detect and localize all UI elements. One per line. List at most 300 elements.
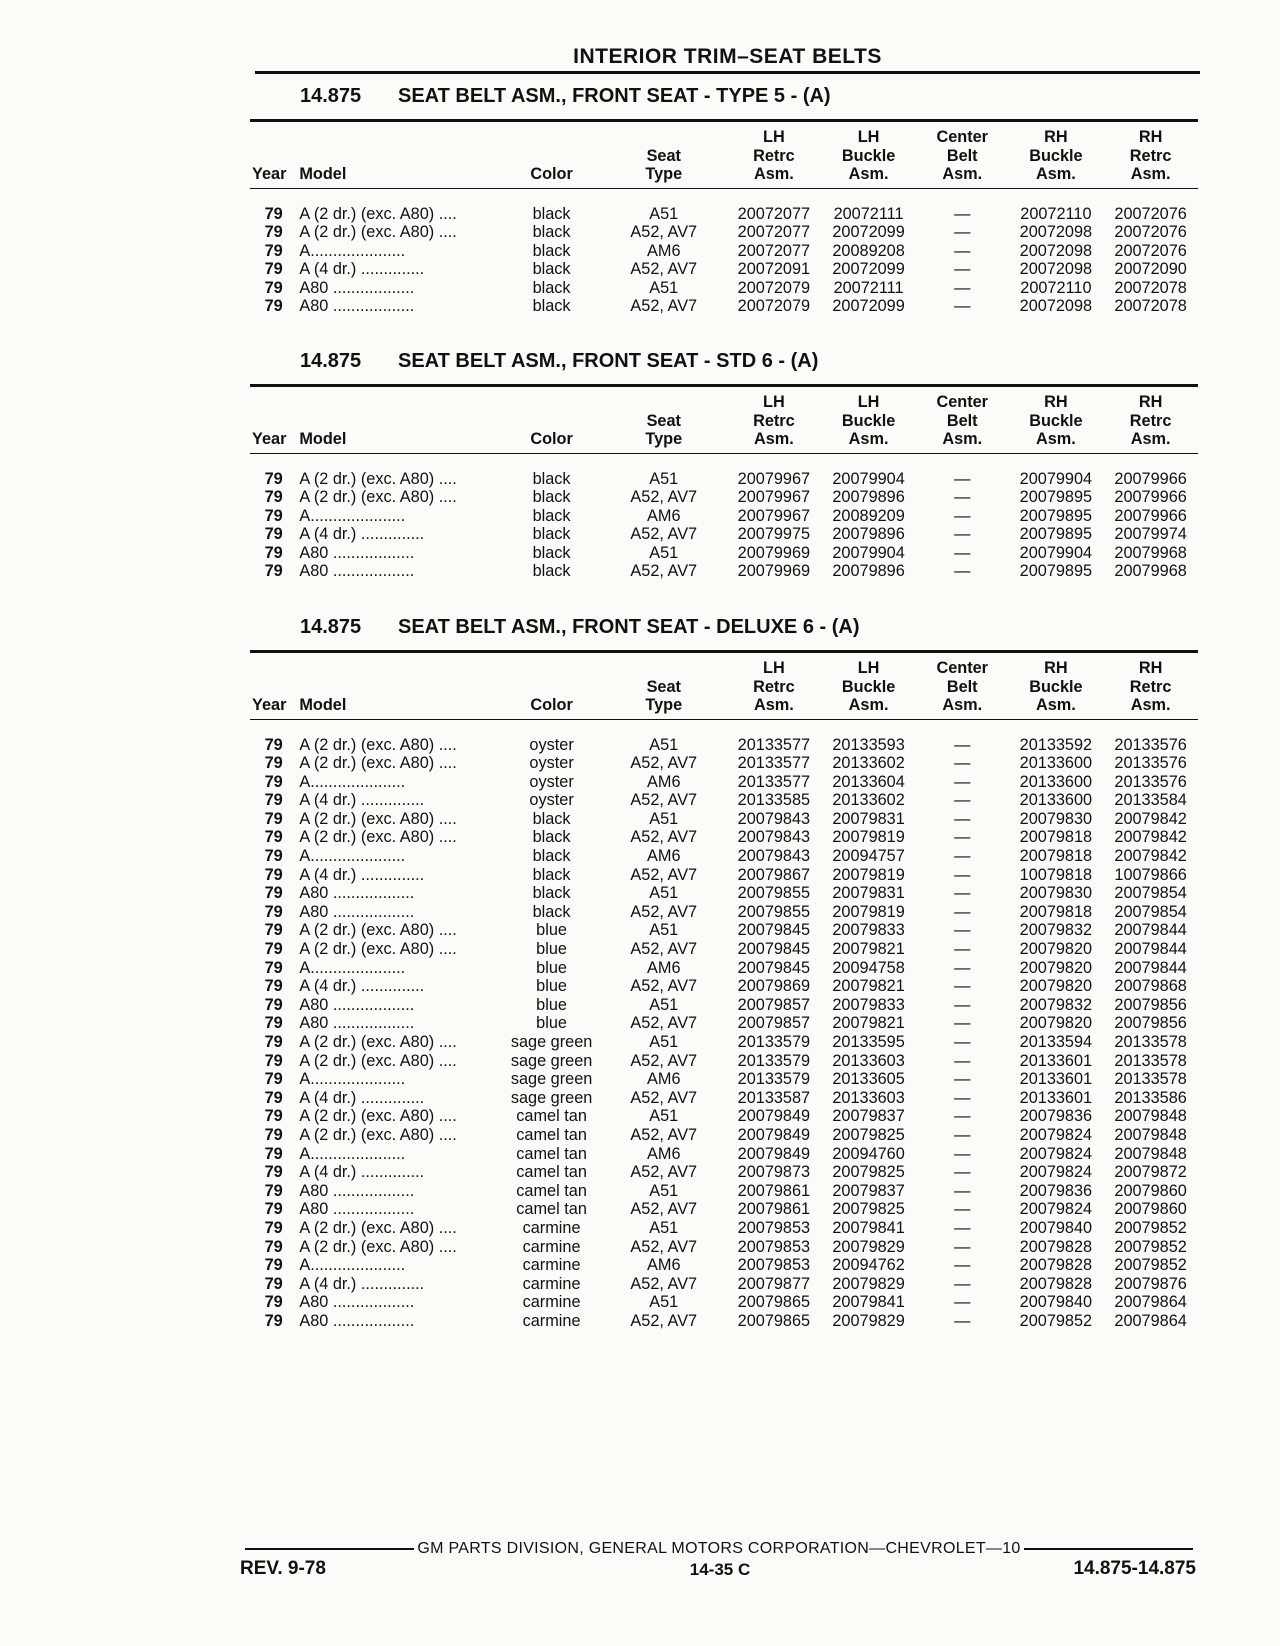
cell-center-belt: — xyxy=(954,754,971,773)
cell-rh-retrc: 20079848 xyxy=(1114,1144,1187,1163)
cell-seat-type: A51 xyxy=(649,809,679,828)
cell-lh-buckle: 20072099 xyxy=(832,297,905,316)
table-row xyxy=(250,1312,1198,1331)
cell-lh-retrc: 20079967 xyxy=(737,506,811,525)
table-row xyxy=(250,1275,1198,1294)
cell-year: 79 xyxy=(264,995,283,1014)
cell-center-belt: — xyxy=(954,469,971,488)
cell-rh-buckle: 20133601 xyxy=(1019,1070,1093,1089)
cell-rh-retrc: 20079860 xyxy=(1114,1200,1187,1219)
table-body xyxy=(250,205,1198,317)
col-header-line: Asm. xyxy=(753,165,794,183)
cell-rh-buckle: 20072098 xyxy=(1019,241,1093,260)
cell-color: carmine xyxy=(522,1274,581,1293)
cell-rh-retrc: 20079968 xyxy=(1114,562,1187,581)
col-header-color: Color xyxy=(502,121,601,189)
cell-lh-buckle: 20133595 xyxy=(832,1033,905,1051)
cell-rh-retrc: 20079966 xyxy=(1114,469,1187,488)
cell-center-belt: — xyxy=(954,940,971,959)
cell-rh-buckle: 20079820 xyxy=(1019,940,1093,959)
cell-lh-retrc: 20079967 xyxy=(737,469,811,488)
cell-year: 79 xyxy=(264,1070,283,1089)
col-header-line: LH xyxy=(763,659,785,677)
cell-lh-buckle: 20133603 xyxy=(832,1088,905,1107)
col-header-line: Asm. xyxy=(942,430,983,448)
cell-center-belt: — xyxy=(954,977,971,996)
cell-model: A (2 dr.) (exc. A80) .... xyxy=(299,1051,457,1070)
cell-seat-type: A51 xyxy=(649,1107,679,1126)
section-range: 14.875-14.875 xyxy=(1073,1558,1196,1579)
table-row xyxy=(250,1033,1198,1052)
cell-model: A80 .................. xyxy=(299,902,415,921)
table-row xyxy=(250,562,1198,581)
cell-rh-retrc: 20072076 xyxy=(1114,223,1187,242)
cell-model: A80 .................. xyxy=(299,297,415,316)
cell-rh-buckle: 20133592 xyxy=(1019,735,1093,754)
footer-division: GM PARTS DIVISION, GENERAL MOTORS CORPORATION—CHEVROLET—10 xyxy=(417,1540,1021,1557)
cell-rh-buckle: 20133601 xyxy=(1019,1051,1093,1070)
cell-lh-retrc: 20079845 xyxy=(737,921,811,940)
table-row xyxy=(250,1052,1198,1071)
cell-rh-retrc: 20072078 xyxy=(1114,297,1187,316)
cell-seat-type: A52, AV7 xyxy=(630,1274,698,1293)
col-header-line: Center xyxy=(936,393,989,411)
cell-rh-buckle: 20079824 xyxy=(1019,1200,1093,1219)
cell-seat-type: AM6 xyxy=(647,1256,681,1275)
table-row xyxy=(250,1182,1198,1201)
cell-color: black xyxy=(532,469,571,488)
cell-lh-retrc: 20079849 xyxy=(737,1125,811,1144)
cell-center-belt: — xyxy=(954,297,971,316)
cell-rh-retrc: 20079968 xyxy=(1114,543,1187,562)
col-header-line: LH xyxy=(763,393,785,411)
cell-lh-retrc: 20072077 xyxy=(737,241,811,260)
cell-lh-buckle: 20079837 xyxy=(832,1107,905,1126)
cell-color: oyster xyxy=(529,754,574,773)
cell-seat-type: A52, AV7 xyxy=(630,260,698,279)
cell-lh-retrc: 20079853 xyxy=(737,1237,811,1256)
cell-lh-buckle: 20079896 xyxy=(832,525,905,544)
cell-rh-buckle: 20079836 xyxy=(1019,1107,1093,1126)
cell-rh-buckle: 20072098 xyxy=(1019,260,1093,279)
cell-center-belt: — xyxy=(954,1107,971,1126)
cell-color: camel tan xyxy=(516,1144,587,1163)
col-header-line: Buckle xyxy=(1029,146,1083,165)
col-header-center-belt xyxy=(916,386,1009,454)
table-row xyxy=(250,940,1198,959)
cell-year: 79 xyxy=(264,525,283,544)
cell-color: oyster xyxy=(529,791,574,810)
table-row xyxy=(250,1014,1198,1033)
cell-year: 79 xyxy=(264,204,283,223)
table-body xyxy=(250,470,1198,582)
cell-center-belt: — xyxy=(954,1144,971,1163)
cell-lh-retrc: 20079975 xyxy=(737,525,811,544)
cell-color: black xyxy=(532,543,571,562)
cell-lh-retrc: 20079877 xyxy=(737,1274,811,1293)
table-header xyxy=(250,121,1198,205)
table-row xyxy=(250,1107,1198,1126)
cell-lh-buckle: 20079821 xyxy=(832,977,905,996)
cell-rh-buckle: 20079895 xyxy=(1019,525,1093,544)
cell-seat-type: A52, AV7 xyxy=(630,1237,698,1256)
cell-color: camel tan xyxy=(516,1200,587,1219)
table-row xyxy=(250,736,1198,755)
cell-lh-retrc: 20079969 xyxy=(737,562,811,581)
col-header-line: RH xyxy=(1044,393,1068,411)
cell-rh-retrc: 20079868 xyxy=(1114,977,1187,996)
cell-color: camel tan xyxy=(516,1125,587,1144)
cell-color: black xyxy=(532,223,571,242)
cell-rh-retrc: 20079852 xyxy=(1114,1237,1187,1256)
cell-seat-type: A52, AV7 xyxy=(630,1088,698,1107)
cell-center-belt: — xyxy=(954,1051,971,1070)
cell-color: black xyxy=(532,865,571,884)
cell-lh-retrc: 20079853 xyxy=(737,1256,811,1275)
cell-model: A (2 dr.) (exc. A80) .... xyxy=(299,1125,457,1144)
cell-center-belt: — xyxy=(954,1181,971,1200)
cell-model: A (2 dr.) (exc. A80) .... xyxy=(299,735,457,754)
cell-lh-retrc: 20079845 xyxy=(737,940,811,959)
cell-rh-retrc: 20072076 xyxy=(1114,241,1187,260)
cell-rh-retrc: 20079854 xyxy=(1114,884,1187,903)
cell-center-belt: — xyxy=(954,828,971,847)
cell-lh-retrc: 20079849 xyxy=(737,1107,811,1126)
col-header-line: RH xyxy=(1138,659,1163,677)
cell-rh-buckle: 20079820 xyxy=(1019,958,1093,977)
cell-year: 79 xyxy=(264,809,283,828)
cell-rh-retrc: 20079974 xyxy=(1114,525,1187,544)
cell-seat-type: A52, AV7 xyxy=(630,940,698,959)
cell-lh-buckle: 20094757 xyxy=(832,847,905,866)
header-gap xyxy=(250,719,1198,736)
cell-year: 79 xyxy=(264,1033,283,1051)
cell-lh-retrc: 20079865 xyxy=(737,1311,811,1330)
section-number: 14.875 xyxy=(300,616,362,638)
cell-lh-retrc: 20079845 xyxy=(737,958,811,977)
cell-color: oyster xyxy=(529,772,574,791)
page-number: 14-35 C xyxy=(689,1560,751,1579)
cell-year: 79 xyxy=(264,223,283,242)
cell-color: black xyxy=(532,525,571,544)
cell-seat-type: A51 xyxy=(649,204,679,223)
cell-seat-type: A52, AV7 xyxy=(630,1163,698,1182)
col-header-rh-retrc xyxy=(1103,386,1198,454)
cell-color: blue xyxy=(536,921,567,940)
footer-division-line xyxy=(245,1540,1193,1558)
table-row xyxy=(250,1145,1198,1164)
cell-lh-buckle: 20072099 xyxy=(832,260,905,279)
cell-seat-type: A51 xyxy=(649,1181,679,1200)
cell-lh-retrc: 20079843 xyxy=(737,809,811,828)
cell-rh-retrc: 20079872 xyxy=(1114,1163,1187,1182)
cell-lh-retrc: 20133577 xyxy=(737,772,811,791)
table-header xyxy=(250,652,1198,736)
cell-model: A..................... xyxy=(299,958,406,977)
cell-lh-buckle: 20133603 xyxy=(832,1051,905,1070)
table-row xyxy=(250,544,1198,563)
col-header-line: LH xyxy=(763,128,785,146)
cell-lh-retrc: 20079861 xyxy=(737,1200,811,1219)
col-header-year: Year xyxy=(250,652,297,720)
cell-center-belt: — xyxy=(954,506,971,525)
col-header-line: Asm. xyxy=(753,696,794,714)
cell-center-belt: — xyxy=(954,1311,971,1330)
cell-year: 79 xyxy=(264,488,283,507)
cell-lh-buckle: 20079819 xyxy=(832,865,905,884)
cell-year: 79 xyxy=(264,791,283,810)
section-heading: SEAT BELT ASM., FRONT SEAT - DELUXE 6 - (A) xyxy=(398,616,860,638)
cell-rh-buckle: 20079828 xyxy=(1019,1237,1093,1256)
cell-rh-retrc: 20079864 xyxy=(1114,1293,1187,1312)
table-row xyxy=(250,977,1198,996)
cell-lh-buckle: 20089208 xyxy=(832,241,905,260)
cell-model: A..................... xyxy=(299,506,406,525)
cell-color: blue xyxy=(536,958,567,977)
cell-rh-retrc: 20133578 xyxy=(1114,1051,1187,1070)
cell-model: A80 .................. xyxy=(299,995,415,1014)
cell-rh-retrc: 20079864 xyxy=(1114,1311,1187,1330)
col-header-line: Buckle xyxy=(1029,677,1083,696)
cell-model: A..................... xyxy=(299,1256,406,1275)
cell-lh-buckle: 20079825 xyxy=(832,1200,905,1219)
cell-lh-retrc: 20133579 xyxy=(737,1033,811,1051)
cell-rh-buckle: 20079840 xyxy=(1019,1293,1093,1312)
cell-seat-type: A52, AV7 xyxy=(630,1125,698,1144)
col-header-rh-retrc xyxy=(1103,652,1198,720)
col-header-line: Seat xyxy=(646,677,681,696)
cell-rh-retrc: 20079842 xyxy=(1114,847,1187,866)
col-header-lh-buckle xyxy=(821,386,916,454)
cell-seat-type: AM6 xyxy=(647,958,681,977)
cell-model: A (2 dr.) (exc. A80) .... xyxy=(299,1033,457,1051)
cell-center-belt: — xyxy=(954,543,971,562)
cell-color: black xyxy=(532,884,571,903)
cell-model: A (2 dr.) (exc. A80) .... xyxy=(299,488,457,507)
section-number: 14.875 xyxy=(300,350,362,372)
col-header-line: Asm. xyxy=(942,165,983,183)
cell-seat-type: A52, AV7 xyxy=(630,1311,698,1330)
cell-color: sage green xyxy=(510,1033,593,1051)
cell-rh-buckle: 20072098 xyxy=(1019,297,1093,316)
cell-lh-buckle: 20079831 xyxy=(832,809,905,828)
col-header-center-belt xyxy=(916,652,1009,720)
cell-seat-type: AM6 xyxy=(647,241,681,260)
cell-lh-retrc: 20079857 xyxy=(737,1014,811,1033)
cell-lh-buckle: 20079904 xyxy=(832,469,905,488)
col-header-lh-retrc xyxy=(727,121,822,189)
cell-year: 79 xyxy=(264,1218,283,1237)
cell-rh-retrc: 20079848 xyxy=(1114,1107,1187,1126)
table-row xyxy=(250,525,1198,544)
cell-seat-type: A52, AV7 xyxy=(630,754,698,773)
col-header-line: Buckle xyxy=(1029,411,1083,430)
table-row xyxy=(250,847,1198,866)
cell-year: 79 xyxy=(264,1200,283,1219)
cell-center-belt: — xyxy=(954,562,971,581)
cell-center-belt: — xyxy=(954,1163,971,1182)
cell-lh-retrc: 20079969 xyxy=(737,543,811,562)
cell-center-belt: — xyxy=(954,772,971,791)
cell-rh-retrc: 20079844 xyxy=(1114,958,1187,977)
cell-seat-type: A52, AV7 xyxy=(630,1051,698,1070)
cell-center-belt: — xyxy=(954,1256,971,1275)
cell-model: A (2 dr.) (exc. A80) .... xyxy=(299,809,457,828)
cell-lh-retrc: 20133585 xyxy=(737,791,811,810)
cell-rh-buckle: 20079836 xyxy=(1019,1181,1093,1200)
cell-lh-buckle: 20079833 xyxy=(832,921,905,940)
cell-lh-buckle: 20079821 xyxy=(832,1014,905,1033)
cell-rh-buckle: 20133600 xyxy=(1019,791,1093,810)
cell-year: 79 xyxy=(264,847,283,866)
table-row xyxy=(250,297,1198,316)
cell-seat-type: AM6 xyxy=(647,772,681,791)
cell-year: 79 xyxy=(264,735,283,754)
gap-cell xyxy=(250,453,1198,470)
cell-color: black xyxy=(532,204,571,223)
cell-lh-buckle: 20079825 xyxy=(832,1125,905,1144)
cell-color: sage green xyxy=(510,1088,593,1107)
cell-rh-retrc: 20079966 xyxy=(1114,506,1187,525)
cell-color: blue xyxy=(536,995,567,1014)
cell-year: 79 xyxy=(264,884,283,903)
col-header-line: Asm. xyxy=(848,696,889,714)
col-header-model: Model xyxy=(297,121,502,189)
cell-model: A..................... xyxy=(299,1144,406,1163)
col-header-line: Retrc xyxy=(1129,677,1172,696)
col-header-line: Retrc xyxy=(753,411,795,430)
cell-rh-buckle: 20079895 xyxy=(1019,488,1093,507)
cell-year: 79 xyxy=(264,1014,283,1033)
cell-year: 79 xyxy=(264,1144,283,1163)
cell-lh-retrc: 20072079 xyxy=(737,278,811,297)
col-header-seat-type xyxy=(601,652,727,720)
cell-center-belt: — xyxy=(954,735,971,754)
cell-rh-buckle: 20072098 xyxy=(1019,223,1093,242)
cell-lh-buckle: 20094758 xyxy=(832,958,905,977)
cell-seat-type: AM6 xyxy=(647,1144,681,1163)
cell-rh-retrc: 20079860 xyxy=(1114,1181,1187,1200)
col-header-line: LH xyxy=(857,393,880,411)
cell-lh-buckle: 20072099 xyxy=(832,223,905,242)
col-header-line: RH xyxy=(1044,128,1068,146)
cell-lh-retrc: 20079867 xyxy=(737,865,811,884)
cell-seat-type: A52, AV7 xyxy=(630,865,698,884)
col-header-line: Type xyxy=(645,430,683,448)
cell-color: carmine xyxy=(522,1293,581,1312)
cell-lh-retrc: 20079855 xyxy=(737,884,811,903)
cell-color: carmine xyxy=(522,1218,581,1237)
cell-color: black xyxy=(532,828,571,847)
cell-model: A (4 dr.) .............. xyxy=(299,977,425,996)
cell-rh-buckle: 20133601 xyxy=(1019,1088,1093,1107)
cell-rh-retrc: 20079844 xyxy=(1114,921,1187,940)
cell-lh-buckle: 20079837 xyxy=(832,1181,905,1200)
cell-year: 79 xyxy=(264,865,283,884)
col-header-line: Asm. xyxy=(848,165,889,183)
cell-center-belt: — xyxy=(954,902,971,921)
col-header-color: Color xyxy=(502,386,601,454)
cell-year: 79 xyxy=(264,1163,283,1182)
cell-seat-type: A51 xyxy=(649,921,679,940)
cell-lh-retrc: 20079865 xyxy=(737,1293,811,1312)
cell-rh-buckle: 20079852 xyxy=(1019,1311,1093,1330)
cell-rh-buckle: 20079828 xyxy=(1019,1256,1093,1275)
cell-seat-type: AM6 xyxy=(647,847,681,866)
cell-rh-retrc: 20072076 xyxy=(1114,204,1187,223)
cell-year: 79 xyxy=(264,754,283,773)
cell-color: blue xyxy=(536,940,567,959)
cell-year: 79 xyxy=(264,506,283,525)
table-row xyxy=(250,1238,1198,1257)
gap-cell xyxy=(250,188,1198,205)
cell-color: carmine xyxy=(522,1311,581,1330)
header-gap xyxy=(250,453,1198,470)
cell-lh-buckle: 20089209 xyxy=(832,506,905,525)
col-header-line: RH xyxy=(1044,659,1068,677)
cell-rh-buckle: 20133600 xyxy=(1019,772,1093,791)
cell-lh-retrc: 20072077 xyxy=(737,204,811,223)
cell-rh-buckle: 20079832 xyxy=(1019,921,1093,940)
cell-lh-retrc: 20133579 xyxy=(737,1070,811,1089)
cell-rh-retrc: 20133576 xyxy=(1114,735,1187,754)
cell-lh-retrc: 20072079 xyxy=(737,297,811,316)
cell-center-belt: — xyxy=(954,884,971,903)
cell-center-belt: — xyxy=(954,791,971,810)
cell-lh-buckle: 20079825 xyxy=(832,1163,905,1182)
table-row xyxy=(250,260,1198,279)
col-header-line: RH xyxy=(1138,393,1163,411)
cell-year: 79 xyxy=(264,1293,283,1312)
cell-year: 79 xyxy=(264,902,283,921)
table-row xyxy=(250,205,1198,224)
cell-center-belt: — xyxy=(954,1033,971,1051)
cell-year: 79 xyxy=(264,543,283,562)
table-row xyxy=(250,223,1198,242)
cell-rh-buckle: 20072110 xyxy=(1020,278,1092,297)
cell-rh-buckle: 20079830 xyxy=(1019,809,1093,828)
cell-lh-buckle: 20133602 xyxy=(832,791,905,810)
cell-year: 79 xyxy=(264,1107,283,1126)
cell-center-belt: — xyxy=(954,278,971,297)
cell-rh-retrc: 20079856 xyxy=(1114,995,1187,1014)
col-header-line: Type xyxy=(645,696,683,714)
cell-rh-retrc: 20079842 xyxy=(1114,809,1187,828)
section-heading: SEAT BELT ASM., FRONT SEAT - STD 6 - (A) xyxy=(398,350,819,372)
cell-year: 79 xyxy=(264,1274,283,1293)
cell-model: A (2 dr.) (exc. A80) .... xyxy=(299,223,457,242)
cell-color: black xyxy=(532,241,571,260)
col-header-lh-buckle xyxy=(821,652,916,720)
cell-lh-buckle: 20079904 xyxy=(832,543,905,562)
cell-lh-retrc: 20079855 xyxy=(737,902,811,921)
col-header-line: LH xyxy=(857,659,880,677)
cell-model: A (4 dr.) .............. xyxy=(299,525,425,544)
cell-model: A (4 dr.) .............. xyxy=(299,791,425,810)
cell-rh-buckle: 20079824 xyxy=(1019,1144,1093,1163)
section-title xyxy=(300,350,1198,384)
cell-lh-retrc: 20133577 xyxy=(737,735,811,754)
cell-lh-retrc: 20079843 xyxy=(737,847,811,866)
cell-center-belt: — xyxy=(954,223,971,242)
cell-center-belt: — xyxy=(954,1200,971,1219)
cell-lh-buckle: 20133605 xyxy=(832,1070,905,1089)
cell-year: 79 xyxy=(264,1237,283,1256)
cell-rh-retrc: 20079966 xyxy=(1114,488,1187,507)
gap-cell xyxy=(250,719,1198,736)
cell-model: A (4 dr.) .............. xyxy=(299,1163,425,1182)
table-row xyxy=(250,810,1198,829)
